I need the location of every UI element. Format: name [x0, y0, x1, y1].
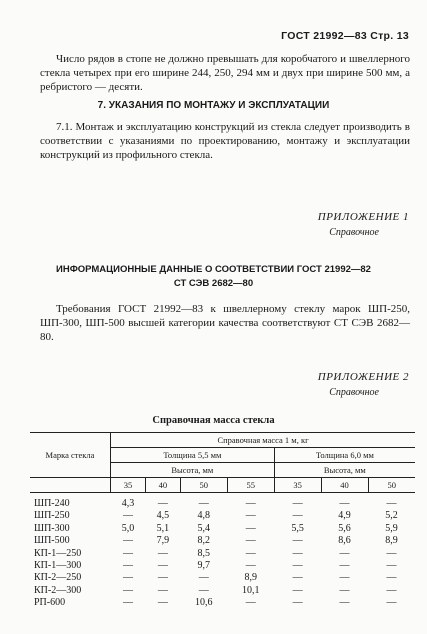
mass-value: —	[292, 535, 303, 547]
mass-value: —	[245, 510, 256, 522]
height-value: 35	[111, 478, 146, 493]
group-thickness-6-0: Толщина 6,0 мм	[274, 448, 415, 463]
appendix-2-title: ПРИЛОЖЕНИЕ 2	[317, 371, 409, 383]
glass-mark: ШП-240	[34, 498, 70, 509]
mass-value: 4,3	[121, 498, 135, 509]
mass-value: 5,4	[197, 522, 211, 534]
mass-value: —	[386, 597, 397, 609]
mass-value: 8,5	[197, 547, 211, 559]
mass-value: 10,1	[241, 584, 260, 596]
mass-value: —	[157, 498, 168, 509]
table-row	[30, 523, 415, 535]
appendix-1-title: ПРИЛОЖЕНИЕ 1	[317, 211, 409, 223]
height-value: 35	[274, 478, 321, 493]
mass-value: —	[122, 547, 133, 559]
mass-value: 5,1	[156, 522, 170, 534]
mass-value: 4,8	[197, 510, 211, 522]
mass-value: —	[245, 535, 256, 547]
table-row	[30, 493, 415, 511]
table-row	[30, 535, 415, 547]
glass-mark: ШП-250	[34, 510, 70, 522]
mass-value: —	[245, 522, 256, 534]
appendix-1-subtitle: Справочное	[329, 227, 379, 238]
glass-mark: КП-1—300	[34, 560, 82, 572]
mass-value: 5,6	[338, 522, 351, 534]
mass-value: —	[339, 597, 350, 609]
glass-mark: КП-2—250	[34, 572, 82, 584]
mass-value: —	[122, 510, 133, 522]
mass-value: —	[157, 572, 168, 584]
table-row	[30, 597, 415, 609]
mass-value: —	[339, 572, 350, 584]
glass-mark: КП-1—250	[34, 547, 82, 559]
glass-mark: КП-2—300	[34, 584, 82, 596]
mass-value: —	[157, 560, 168, 572]
mass-value: —	[292, 572, 303, 584]
mass-value: —	[157, 584, 168, 596]
glass-mark: РП-600	[34, 597, 66, 609]
mass-value: —	[122, 535, 133, 547]
mass-value: 8,9	[385, 535, 398, 547]
mass-value: —	[122, 560, 133, 572]
mass-value: —	[157, 547, 168, 559]
mass-value: —	[198, 498, 209, 509]
mass-value: 8,9	[244, 572, 257, 584]
mass-value: —	[122, 597, 133, 609]
paragraph-7-1: 7.1. Монтаж и эксплуатацию конструкций из стекла следует производить в соответствии с указаниями по проектированию, монтажу и эксплуатации конструкций из профильного стекла.	[40, 121, 410, 161]
mass-value: 4,5	[156, 510, 170, 522]
mass-value: —	[386, 498, 397, 509]
col-mark-header: Марка стекла	[30, 433, 111, 478]
mass-value: —	[122, 572, 133, 584]
glass-mark: ШП-500	[34, 535, 70, 547]
mass-value: —	[198, 572, 209, 584]
mass-value: 5,2	[385, 510, 398, 522]
table-row	[30, 585, 415, 597]
mass-value: —	[386, 547, 397, 559]
mass-value: —	[198, 584, 209, 596]
mass-value: —	[386, 572, 397, 584]
mass-value: 5,0	[121, 522, 135, 534]
mass-value: 8,2	[197, 535, 211, 547]
mass-value: —	[339, 560, 350, 572]
appendix-2-subtitle: Справочное	[329, 387, 379, 398]
info-title-line2: СТ СЭВ 2682—80	[173, 278, 254, 289]
info-title-line1: ИНФОРМАЦИОННЫЕ ДАННЫЕ О СООТВЕТСТВИИ ГОСТ 21992—82	[56, 264, 371, 275]
mass-value: —	[292, 584, 303, 596]
mass-value: —	[292, 547, 303, 559]
mass-value: —	[122, 584, 133, 596]
height-value: 50	[180, 478, 227, 493]
height-value: 40	[145, 478, 180, 493]
mass-value: 4,9	[338, 510, 351, 522]
mass-table	[30, 432, 415, 610]
group-thickness-5-5: Толщина 5,5 мм	[111, 448, 275, 463]
height-label-1: Высота, мм	[111, 463, 275, 478]
mass-value: —	[157, 597, 168, 609]
mass-value: 8,6	[338, 535, 351, 547]
paragraph-stack-rows: Число рядов в стопе не должно превышать для коробчатого и швеллерного стекла четырех при его ширине 244, 250, 294 мм и двух при ширине 500 мм, а ребристого — десяти.	[40, 53, 410, 93]
mass-value: —	[292, 597, 303, 609]
table-row	[30, 572, 415, 584]
height-value: 55	[227, 478, 274, 493]
mass-value: —	[339, 547, 350, 559]
mass-value: 10,6	[195, 597, 213, 609]
table-row	[30, 510, 415, 522]
table-caption: Справочная масса стекла	[152, 415, 275, 426]
mass-value: —	[386, 560, 397, 572]
table-row	[30, 560, 415, 572]
mass-value: —	[245, 597, 256, 609]
mass-value: 5,9	[385, 522, 398, 534]
col-mass-header: Справочная масса 1 м, кг	[111, 433, 416, 448]
mass-value: —	[245, 547, 256, 559]
section-title: 7. УКАЗАНИЯ ПО МОНТАЖУ И ЭКСПЛУАТАЦИИ	[97, 100, 330, 111]
glass-mark: ШП-300	[34, 522, 70, 534]
mass-value: 5,5	[291, 522, 304, 534]
height-value: 40	[321, 478, 368, 493]
table-row	[30, 548, 415, 560]
mass-value: —	[292, 498, 303, 509]
paragraph-conformity: Требования ГОСТ 21992—83 к швеллерному стеклу марок ШП-250, ШП-300, ШП-500 высшей категории качества соответствуют СТ СЭВ 2682—80.	[40, 303, 410, 343]
height-value: 50	[368, 478, 415, 493]
mass-value: —	[386, 584, 397, 596]
mass-value: —	[245, 560, 256, 572]
mass-value: 9,7	[197, 560, 211, 572]
mass-value: —	[339, 584, 350, 596]
page-header: ГОСТ 21992—83 Стр. 13	[281, 30, 409, 42]
mass-value: —	[339, 498, 350, 509]
mass-value: —	[292, 510, 303, 522]
mass-value: 7,9	[156, 535, 170, 547]
height-label-2: Высота, мм	[274, 463, 415, 478]
table-body	[30, 493, 415, 610]
mass-value: —	[245, 498, 256, 509]
mass-value: —	[292, 560, 303, 572]
